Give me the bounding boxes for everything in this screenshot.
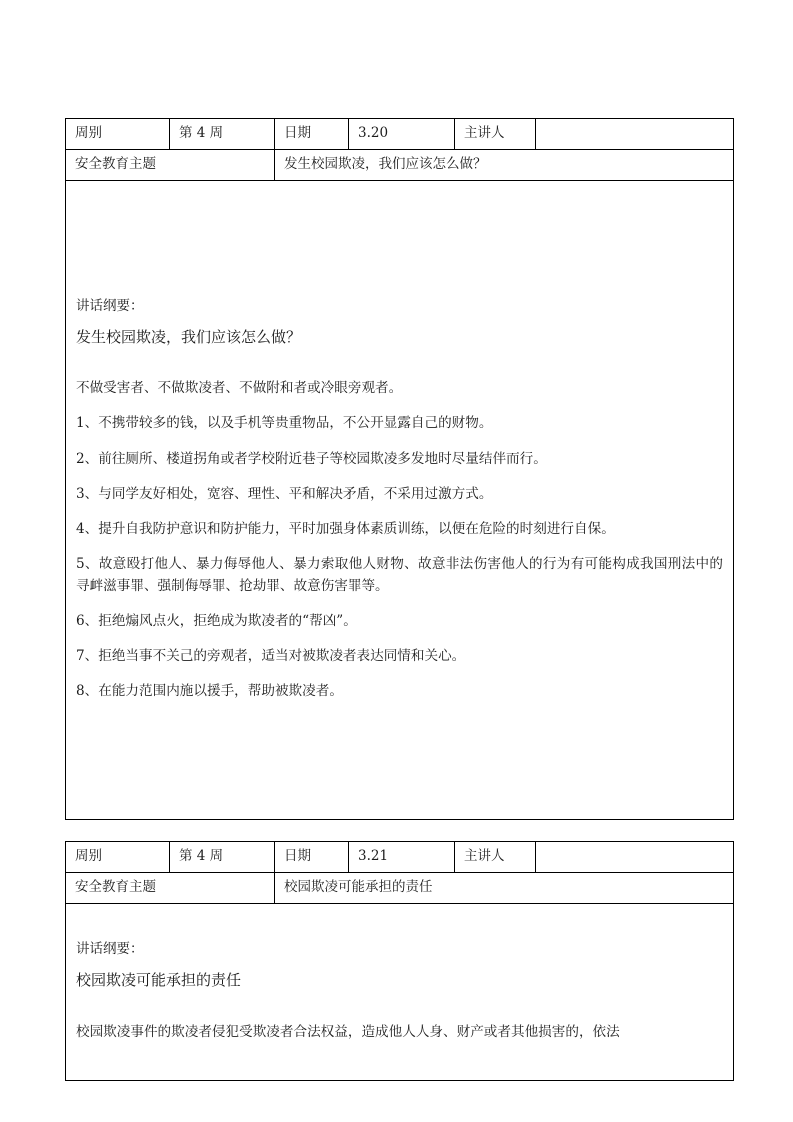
topic-label-cell bbox=[66, 149, 275, 180]
outline-paragraph: 3、与同学友好相处，宽容、理性、平和解决矛盾，不采用过激方式。 bbox=[76, 485, 493, 502]
outline-paragraph: 1、不携带较多的钱，以及手机等贵重物品，不公开显露自己的财物。 bbox=[76, 415, 493, 432]
outline-spacer bbox=[76, 356, 723, 377]
topic-label-cell bbox=[66, 872, 275, 903]
table-row bbox=[66, 149, 734, 180]
week-value-cell bbox=[170, 842, 275, 873]
table-row bbox=[66, 119, 734, 150]
outline-body bbox=[66, 290, 733, 709]
table-row bbox=[66, 872, 734, 903]
safety-education-record-table-2 bbox=[65, 841, 734, 1081]
outline-label: 讲话纲要： bbox=[76, 298, 144, 315]
outline-label: 讲话纲要： bbox=[76, 941, 144, 958]
week-label-cell bbox=[66, 119, 170, 150]
outline-cell bbox=[66, 180, 734, 819]
date-label-cell bbox=[275, 119, 349, 150]
date-label: 日期 bbox=[284, 125, 311, 141]
outline-cell bbox=[66, 903, 734, 1080]
table-row bbox=[66, 903, 734, 1080]
outline-paragraph: 不做受害者、不做欺凌者、不做附和者或冷眼旁观者。 bbox=[76, 380, 403, 397]
speaker-label: 主讲人 bbox=[464, 125, 505, 141]
outline-heading: 校园欺凌可能承担的责任 bbox=[76, 970, 242, 989]
outline-paragraph: 校园欺凌事件的欺凌者侵犯受欺凌者合法权益，造成他人人身、财产或者其他损害的，依法 bbox=[76, 1023, 620, 1040]
week-value-cell bbox=[170, 119, 275, 150]
outline-heading: 发生校园欺凌，我们应该怎么做？ bbox=[76, 327, 302, 346]
outline-paragraph: 4、提升自我防护意识和防护能力，平时加强身体素质训练，以便在危险的时刻进行自保。 bbox=[76, 520, 615, 537]
speaker-value-cell[interactable] bbox=[536, 119, 734, 150]
outline-paragraph: 7、拒绝当事不关己的旁观者，适当对被欺凌者表达同情和关心。 bbox=[76, 647, 466, 664]
topic-label: 安全教育主题 bbox=[75, 155, 156, 172]
outline-body bbox=[66, 933, 733, 1050]
outline-paragraph: 6、拒绝煽风点火，拒绝成为欺凌者的“帮凶”。 bbox=[76, 612, 357, 629]
week-label-cell bbox=[66, 842, 170, 873]
date-value-cell bbox=[349, 842, 455, 873]
date-value-cell bbox=[349, 119, 455, 150]
week-value: 第 4 周 bbox=[179, 125, 224, 141]
topic-label: 安全教育主题 bbox=[75, 878, 156, 895]
date-label-cell bbox=[275, 842, 349, 873]
week-value: 第 4 周 bbox=[179, 848, 224, 864]
safety-education-record-table-1 bbox=[65, 118, 734, 820]
topic-value: 校园欺凌可能承担的责任 bbox=[284, 878, 433, 895]
outline-paragraph: 8、在能力范围内施以援手，帮助被欺凌者。 bbox=[76, 682, 343, 699]
speaker-value bbox=[536, 851, 733, 862]
speaker-label-cell bbox=[455, 842, 536, 873]
week-label: 周别 bbox=[75, 125, 102, 141]
outline-paragraph: 2、前往厕所、楼道拐角或者学校附近巷子等校园欺凌多发地时尽量结伴而行。 bbox=[76, 450, 547, 467]
speaker-label: 主讲人 bbox=[464, 848, 505, 864]
topic-value-cell bbox=[275, 872, 734, 903]
table-row bbox=[66, 842, 734, 873]
speaker-label-cell bbox=[455, 119, 536, 150]
week-label: 周别 bbox=[75, 848, 102, 864]
outline-spacer bbox=[76, 1000, 723, 1021]
date-value: 3.21 bbox=[358, 848, 389, 864]
speaker-value bbox=[536, 128, 733, 139]
topic-value: 发生校园欺凌，我们应该怎么做？ bbox=[284, 155, 487, 172]
outline-paragraph: 5、故意殴打他人、暴力侮辱他人、暴力索取他人财物、故意非法伤害他人的行为有可能构成我国刑法中的寻衅滋事罪、强制侮辱罪、抢劫罪、故意伤害罪等。 bbox=[76, 555, 723, 594]
speaker-value-cell[interactable] bbox=[536, 842, 734, 873]
table-row bbox=[66, 180, 734, 819]
date-value: 3.20 bbox=[358, 125, 389, 141]
date-label: 日期 bbox=[284, 848, 311, 864]
topic-value-cell bbox=[275, 149, 734, 180]
